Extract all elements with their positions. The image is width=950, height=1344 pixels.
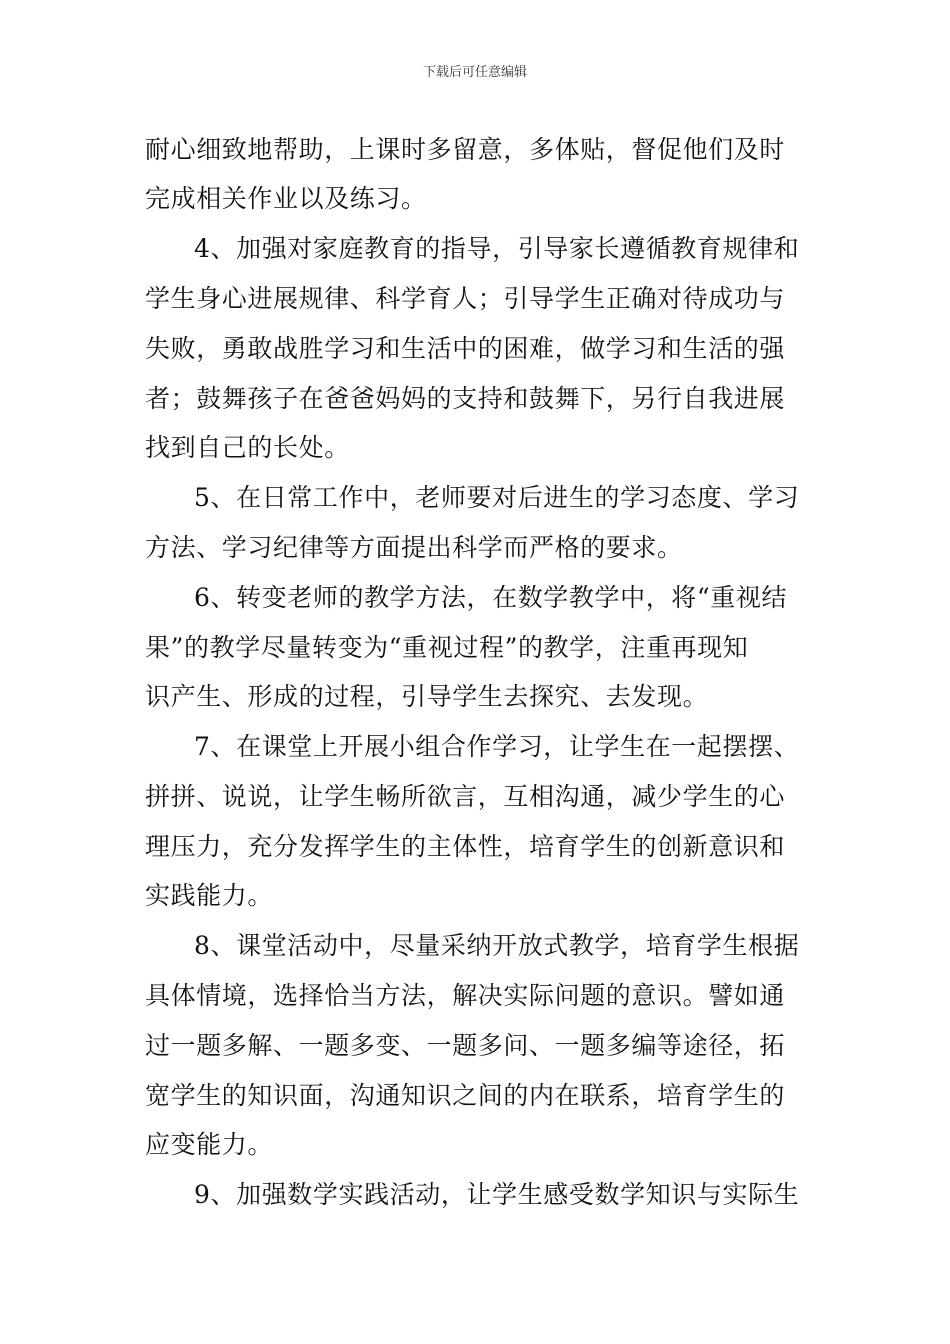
text-line: 者；鼓舞孩子在爸爸妈妈的支持和鼓舞下，另行自我进展 (145, 384, 786, 413)
page-header-note: 下载后可任意编辑 (422, 65, 527, 80)
text-line: 过一题多解、一题多变、一题多问、一题多编等途径，拓 (145, 1031, 786, 1060)
text-line: 耐心细致地帮助，上课时多留意，多体贴，督促他们及时 (145, 135, 786, 164)
text-line: 找到自己的长处。 (145, 433, 350, 462)
text-line: 学生身心进展规律、科学育人；引导学生正确对待成功与 (145, 284, 786, 313)
paragraph-8-start: 8、课堂活动中，尽量采纳开放式教学，培育学生根据 (194, 931, 800, 960)
text-line: 具体情境，选择恰当方法，解决实际问题的意识。譬如通 (145, 981, 786, 1010)
text-line: 宽学生的知识面，沟通知识之间的内在联系，培育学生的 (145, 1081, 786, 1110)
text-line: 失败，勇敢战胜学习和生活中的困难，做学习和生活的强 (145, 334, 786, 363)
text-line: 方法、学习纪律等方面提出科学而严格的要求。 (145, 533, 683, 562)
paragraph-6-start: 6、转变老师的教学方法，在数学教学中，将“重视结 (194, 583, 788, 612)
text-line: 实践能力。 (145, 881, 274, 910)
text-line: 完成相关作业以及练习。 (145, 184, 427, 213)
paragraph-4-start: 4、加强对家庭教育的指导，引导家长遵循教育规律和 (194, 234, 800, 263)
paragraph-7-start: 7、在课堂上开展小组合作学习，让学生在一起摆摆、 (194, 732, 800, 761)
text-line: 理压力，充分发挥学生的主体性，培育学生的创新意识和 (145, 832, 786, 861)
text-line: 果”的教学尽量转变为“重视过程”的教学，注重再现知 (145, 633, 749, 662)
text-line: 识产生、形成的过程，引导学生去探究、去发现。 (145, 682, 709, 711)
text-line: 应变能力。 (145, 1130, 274, 1159)
text-line: 拼拼、说说，让学生畅所欲言，互相沟通，减少学生的心 (145, 782, 786, 811)
paragraph-5-start: 5、在日常工作中，老师要对后进生的学习态度、学习 (194, 483, 800, 512)
paragraph-9-start: 9、加强数学实践活动，让学生感受数学知识与实际生 (194, 1180, 800, 1209)
